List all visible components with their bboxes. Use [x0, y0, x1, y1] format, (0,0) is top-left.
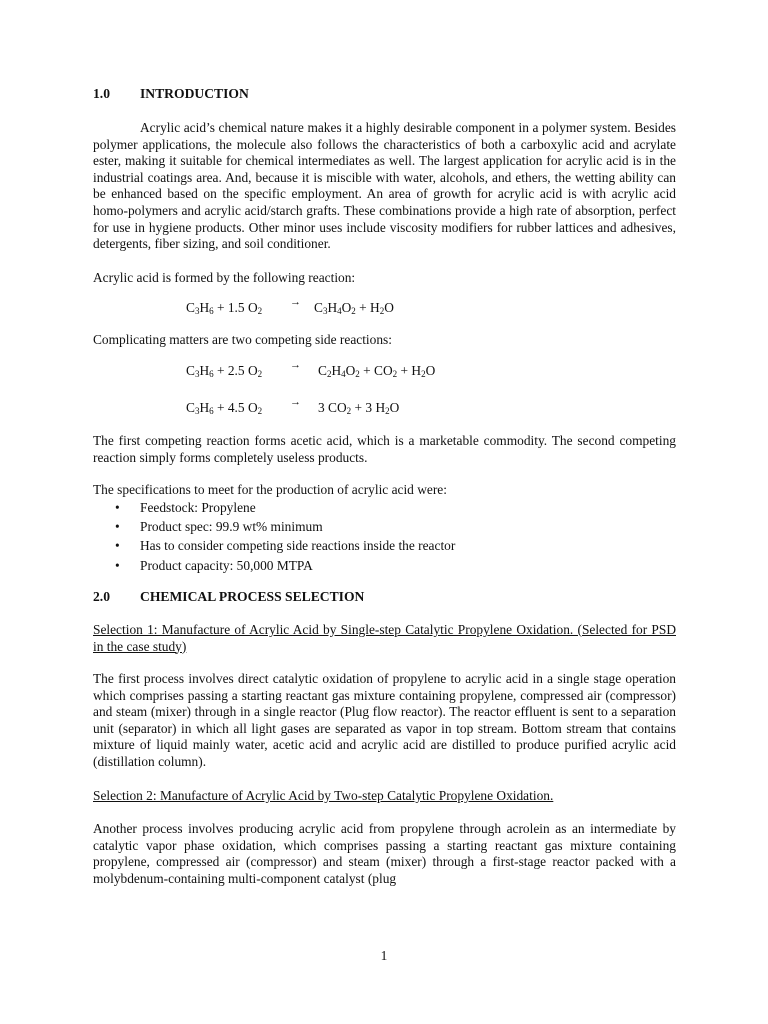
reaction-lhs: $C_3H_6 + 2.5$ $O_2$ [186, 362, 263, 379]
list-item: • Has to consider competing side reactions inside the reactor [93, 538, 676, 557]
document-page [93, 86, 676, 888]
reaction-intro: Acrylic acid is formed by the following reaction: [93, 269, 356, 285]
list-item: • Feedstock: Propylene [93, 500, 676, 519]
specifications-intro: The specifications to meet for the production of acrylic acid were: [93, 482, 447, 498]
section-heading-process-selection [93, 589, 676, 607]
reaction-lhs: $C_3H_6 + 4.5$ $O_2$ [186, 399, 263, 416]
section-number: 1.0 [93, 86, 110, 101]
competing-reactions-paragraph: The first competing reaction forms acetic acid, which is a marketable commodity. The second competing reaction simply forms completely useless products. [93, 432, 676, 465]
section-title: INTRODUCTION [140, 86, 249, 101]
list-item: • Product spec: 99.9 wt% minimum [93, 519, 676, 538]
side-reactions-intro: Complicating matters are two competing side reactions: [93, 332, 392, 348]
selection-2-paragraph: Another process involves producing acrylic acid from propylene through acrolein as an intermediate by catalytic vapor phase oxidation, which comprises passing a starting reactant gas mixture containing propylene, compressed air (compressor) and steam (mixer) through a first-stage reactor packed with a molybdenum-containing multi-component catalyst (plug [93, 821, 676, 887]
section-number: 2.0 [93, 588, 110, 604]
intro-paragraph: Acrylic acid’s chemical nature makes it a highly desirable component in a polymer system. Besides polymer applications, the molecule also follows the characteristics of both a carboxylic acid and acrylate ester, making it suitable for chemical intermediates as well. The largest application for acrylic acid is in the industrial coatings area. And, because it is miscible with water, alcohols, and ethers, the wetting ability can be enhanced based on the specific employment. An area of growth for acrylic acid is with acrylic acid homo-polymers and acrylic acid/starch grafts. These combinations provide a high rate of absorption, perfect for use in hygiene products. Other minor uses include viscosity modifiers for rubber lattices and adhesives, detergents, fiber sizing, and soil conditioner. [93, 120, 676, 252]
section-title: CHEMICAL PROCESS SELECTION [140, 588, 365, 604]
side-reaction-2-equation [93, 395, 676, 418]
section-heading-introduction [93, 86, 676, 104]
reaction-lhs: $C_3H_6 + 1.5$ $O_2$ [186, 300, 263, 317]
reaction-rhs: $C_3H_4O_2 + H_2O$ [314, 300, 394, 317]
reaction-arrow-icon: → [290, 358, 301, 371]
list-item: • Product capacity: 50,000 MTPA [93, 558, 676, 577]
selection-2-title: Selection 2: Manufacture of Acrylic Acid by Two-step Catalytic Propylene Oxidation. [93, 787, 554, 803]
side-reaction-1-equation [93, 358, 676, 381]
main-reaction-equation [93, 296, 676, 318]
specifications-list [93, 500, 676, 577]
reaction-arrow-icon: → [290, 296, 301, 309]
reaction-arrow-icon: → [290, 395, 301, 408]
reaction-rhs: $C_2H_4O_2 + CO_2 + H_2O$ [318, 362, 436, 379]
selection-1-paragraph: The first process involves direct catalytic oxidation of propylene to acrylic acid in a single stage operation which comprises passing a starting reactant gas mixture containing propylene, compressed air (compressor) and steam (mixer) through in a single reactor (Plug flow reactor). The reactor effluent is sent to a separation unit (separator) in which all light gases are separated as vapor in top stream. Bottom stream that contains mixture of liquid mainly water, acetic acid and acrylic acid are distilled to produce purified acrylic acid (distillation column). [93, 671, 676, 770]
selection-1-title: Selection 1: Manufacture of Acrylic Acid by Single-step Catalytic Propylene Oxidation. (Selected for PSD in the case study) [93, 621, 676, 654]
page-number: 1 [380, 948, 388, 963]
reaction-rhs: 3 $CO_2 + 3$ $H_2O$ [318, 399, 400, 416]
